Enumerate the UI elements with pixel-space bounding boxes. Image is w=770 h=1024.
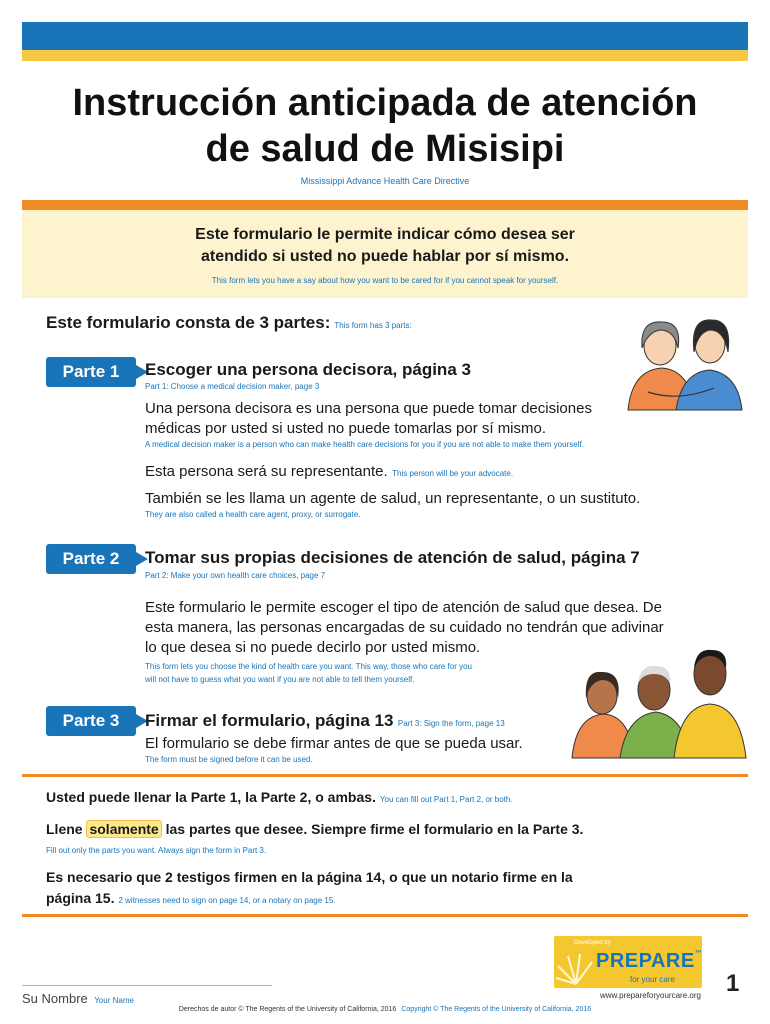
- footer-line-1-es: Usted puede llenar la Parte 1, la Parte 2, o ambas.: [46, 789, 376, 805]
- parte-1-p1-line-1: Una persona decisora es una persona que puede tomar decisiones: [145, 400, 592, 417]
- footer-line-1: [46, 789, 513, 805]
- parte-3-badge-label: Parte 3: [62, 711, 120, 730]
- copyright-en: Copyright © The Regents of the University of California, 2016: [401, 1006, 592, 1013]
- signature-label-en: Your Name: [94, 996, 134, 1005]
- parte-2-badge-label: Parte 2: [62, 549, 120, 568]
- three-people-illustration: [570, 640, 748, 760]
- footer-divider-bottom: [22, 914, 748, 917]
- logo-tagline: for your care: [630, 975, 675, 984]
- intro-line-1: Este formulario le permite indicar cómo desea ser: [195, 226, 575, 243]
- parte-2-heading-en: Part 2: Make your own health care choices, page 7: [145, 571, 326, 580]
- parte-1-heading: Escoger una persona decisora, página 3: [145, 360, 471, 379]
- page-number: 1: [726, 970, 740, 997]
- parte-1-paragraph-1: [145, 399, 592, 439]
- footer-divider-top: [22, 774, 748, 777]
- parte-1-paragraph-3-en: They are also called a health care agent, proxy, or surrogate.: [145, 510, 361, 519]
- parte-3-paragraph-1-en: The form must be signed before it can be used.: [145, 755, 313, 764]
- intro-line-2: atendido si usted no puede hablar por sí mismo.: [200, 248, 570, 265]
- signature-label-es: Su Nombre: [22, 991, 88, 1006]
- logo-wordmark: PREPARE: [596, 950, 695, 972]
- parte-2-paragraph-1-en: [145, 660, 472, 686]
- website: www.prepareforyourcare.org: [600, 991, 701, 1000]
- footer-line-2-pre: Llene: [46, 821, 87, 837]
- parte-2-p1-en-line-2: will not have to guess what you want if you are not able to tell them yourself.: [145, 675, 415, 684]
- intro-text: [0, 224, 770, 268]
- parte-1-heading-en: Part 1: Choose a medical decision maker, page 3: [145, 382, 320, 391]
- parte-3-heading-es: Firmar el formulario, página 13: [145, 711, 394, 730]
- parte-2-p1-line-1: Este formulario le permite escoger el tipo de atención de salud que desea. De: [145, 599, 662, 616]
- parte-1-badge: [46, 357, 136, 387]
- title-line-2: de salud de Misisipi: [205, 128, 565, 170]
- parte-1-paragraph-1-en: A medical decision maker is a person who can make health care decisions for you if you are not able to make them yourself.: [145, 440, 584, 449]
- footer-line-3b: página 15.: [46, 890, 115, 906]
- parte-3-paragraph-1: El formulario se debe firmar antes de que se pueda usar.: [145, 735, 523, 752]
- header-blue-bar: [22, 22, 748, 50]
- title-line-1: Instrucción anticipada de atención: [72, 82, 698, 124]
- logo-name: [596, 950, 702, 973]
- parte-1-p1-line-2: médicas por usted si usted no puede tomarlas por sí mismo.: [145, 420, 547, 437]
- parte-3-heading: [145, 711, 505, 731]
- footer-line-1-en: You can fill out Part 1, Part 2, or both.: [379, 795, 513, 804]
- parte-1-p2-en: This person will be your advocate.: [392, 469, 514, 478]
- copyright-es: Derechos de autor © The Regents of the University of California, 2016: [178, 1006, 397, 1013]
- sunburst-icon: [556, 950, 596, 986]
- two-women-illustration: [618, 312, 748, 412]
- copyright: [0, 1006, 770, 1013]
- footer-line-3a: Es necesario que 2 testigos firmen en la página 14, o que un notario firme en la: [46, 869, 573, 885]
- logo-trademark: ™: [694, 950, 703, 957]
- prepare-logo: [554, 936, 702, 988]
- footer-line-3: [46, 867, 573, 911]
- parte-1-paragraph-2: [145, 462, 513, 482]
- section-divider-orange: [22, 200, 748, 210]
- parte-3-heading-en: Part 3: Sign the form, page 13: [397, 719, 505, 728]
- page-subtitle: Mississippi Advance Health Care Directive: [300, 176, 470, 186]
- parte-1-paragraph-3: También se les llama un agente de salud, un representante, o un sustituto.: [145, 490, 641, 507]
- parts-heading-en: This form has 3 parts:: [334, 321, 412, 330]
- footer-line-2-en: Fill out only the parts you want. Always sign the form in Part 3.: [46, 846, 267, 855]
- parte-1-p2-es: Esta persona será su representante.: [145, 463, 388, 480]
- parte-1-badge-label: Parte 1: [62, 362, 120, 381]
- header-yellow-bar: [22, 50, 748, 61]
- page-title: [0, 80, 770, 172]
- parte-2-p1-line-2: esta manera, las personas encargadas de su cuidado no tendrán que adivinar: [145, 619, 664, 636]
- footer-line-2: [46, 821, 583, 837]
- parts-heading-es: Este formulario consta de 3 partes:: [46, 313, 331, 332]
- parte-3-badge: [46, 706, 136, 736]
- highlighted-word: solamente: [86, 820, 161, 838]
- logo-developed-by: Developed by: [574, 940, 611, 946]
- parte-2-p1-line-3: lo que desea si no puede decirlo por usted mismo.: [145, 639, 481, 656]
- parte-2-p1-en-line-1: This form lets you choose the kind of health care you want. This way, those who care for you: [145, 662, 472, 671]
- parte-2-heading: Tomar sus propias decisiones de atención de salud, página 7: [145, 548, 640, 567]
- footer-line-2-post: las partes que desee. Siempre firme el formulario en la Parte 3.: [161, 821, 584, 837]
- parts-heading: [46, 313, 412, 333]
- signature-line[interactable]: [22, 985, 272, 986]
- intro-english: This form lets you have a say about how you want to be cared for if you cannot speak for yourself.: [211, 276, 559, 285]
- parte-2-badge: [46, 544, 136, 574]
- footer-line-3-en: 2 witnesses need to sign on page 14, or a notary on page 15.: [118, 896, 336, 905]
